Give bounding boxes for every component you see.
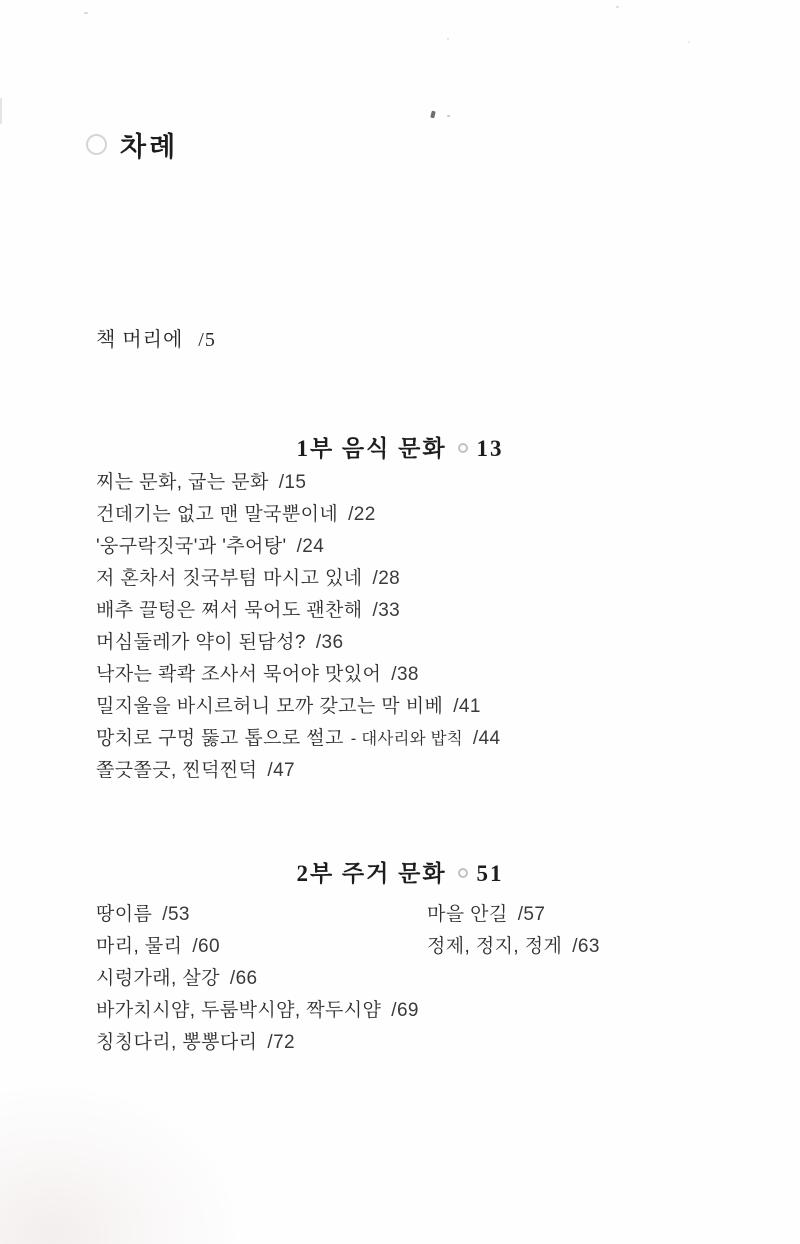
section-1-page: 13 (476, 436, 504, 461)
toc-entry (96, 1027, 426, 1059)
toc-entry-page: /22 (348, 504, 376, 525)
toc-entry-label: 정제, 정지, 정게 (427, 936, 563, 957)
toc-entry (427, 899, 757, 931)
toc-entry-label: 배추 끌텅은 쪄서 묵어도 괜찬해 (96, 600, 363, 621)
toc-entry-page: /33 (372, 600, 401, 621)
toc-entry-page: /47 (267, 760, 296, 781)
toc-entry-label: '웅구락짓국'과 '추어탕' (96, 536, 287, 557)
section-1-title: 1부 음식 문화 (296, 436, 447, 461)
toc-entry-page: /38 (391, 664, 419, 685)
toc-entry (96, 899, 426, 931)
toc-entry-label: 땅이름 (96, 904, 153, 925)
toc-entry-sublabel: - 대사리와 밥칙 (350, 730, 463, 748)
front-matter-entry (96, 326, 216, 354)
toc-entry-page: /69 (391, 1000, 419, 1021)
scan-edge-mark (0, 98, 2, 124)
toc-entry-page: /57 (517, 904, 546, 925)
scan-speck (430, 111, 436, 119)
toc-entry (427, 931, 757, 963)
page-title: 차례 (120, 131, 179, 162)
toc-entry-page: /41 (453, 696, 481, 717)
section-2-list-right (427, 899, 757, 963)
toc-entry (96, 755, 736, 787)
toc-entry-label: 낙자는 콱콱 조사서 묵어야 맛있어 (96, 664, 382, 685)
toc-entry-label: 머심둘레가 약이 된담성? (96, 632, 306, 653)
toc-entry (96, 931, 426, 963)
toc-entry-label: 찌는 문화, 굽는 문화 (96, 472, 269, 493)
scan-speck (688, 41, 690, 43)
toc-entry-page: /63 (572, 936, 600, 957)
toc-entry-page: /15 (278, 472, 307, 493)
front-matter-label: 책 머리에 (96, 329, 184, 351)
toc-entry-label: 쫄긋쫄긋, 찐덕찐덕 (96, 760, 258, 781)
toc-entry (96, 499, 736, 531)
toc-entry-label: 칭칭다리, 뽕뽕다리 (96, 1032, 258, 1053)
toc-entry (96, 963, 426, 995)
toc-entry (96, 563, 736, 595)
toc-entry-label: 건데기는 없고 맨 말국뿐이네 (96, 504, 339, 525)
toc-entry-page: /53 (162, 904, 190, 925)
toc-entry-label: 마리, 물리 (96, 936, 183, 957)
toc-entry (96, 627, 736, 659)
dot-separator-icon (458, 868, 468, 878)
toc-entry (96, 467, 736, 499)
toc-entry (96, 595, 736, 627)
scan-shadow-blotch (0, 1084, 240, 1244)
toc-entry-page: /36 (315, 632, 344, 653)
toc-entry-page: /24 (296, 536, 325, 557)
section-1-list (96, 467, 736, 787)
toc-entry (96, 659, 736, 691)
toc-entry-page: /28 (372, 568, 401, 589)
section-2-heading (0, 859, 800, 889)
front-matter-page: /5 (198, 329, 216, 351)
toc-header (86, 128, 178, 160)
scan-speck (447, 38, 449, 40)
dot-separator-icon (458, 443, 468, 453)
toc-entry-label: 바가치시얌, 두룸박시얌, 짝두시얌 (96, 1000, 382, 1021)
toc-entry-page: /60 (192, 936, 220, 957)
toc-entry-label: 저 혼차서 짓국부텀 마시고 있네 (96, 568, 363, 589)
ring-ornament-icon (86, 134, 107, 155)
scan-speck (84, 12, 88, 14)
toc-entry-label: 망치로 구멍 뚫고 톱으로 썰고 (96, 728, 344, 749)
scan-speck (447, 115, 450, 117)
section-2-page: 51 (476, 861, 504, 886)
section-1-heading (0, 434, 800, 464)
toc-entry-label: 시렁가래, 살강 (96, 968, 220, 989)
toc-entry-label: 밀지울을 바시르허니 모까 갖고는 막 비베 (96, 696, 444, 717)
toc-entry (96, 531, 736, 563)
toc-entry (96, 691, 736, 723)
scan-speck (616, 6, 619, 8)
section-2-list-left (96, 899, 426, 1059)
section-2-title: 2부 주거 문화 (296, 861, 447, 886)
toc-entry-page: /66 (229, 968, 258, 989)
toc-entry-page: /44 (472, 728, 501, 749)
toc-entry (96, 723, 736, 755)
toc-entry-label: 마을 안길 (427, 904, 508, 925)
toc-entry-page: /72 (267, 1032, 296, 1053)
toc-entry (96, 995, 426, 1027)
